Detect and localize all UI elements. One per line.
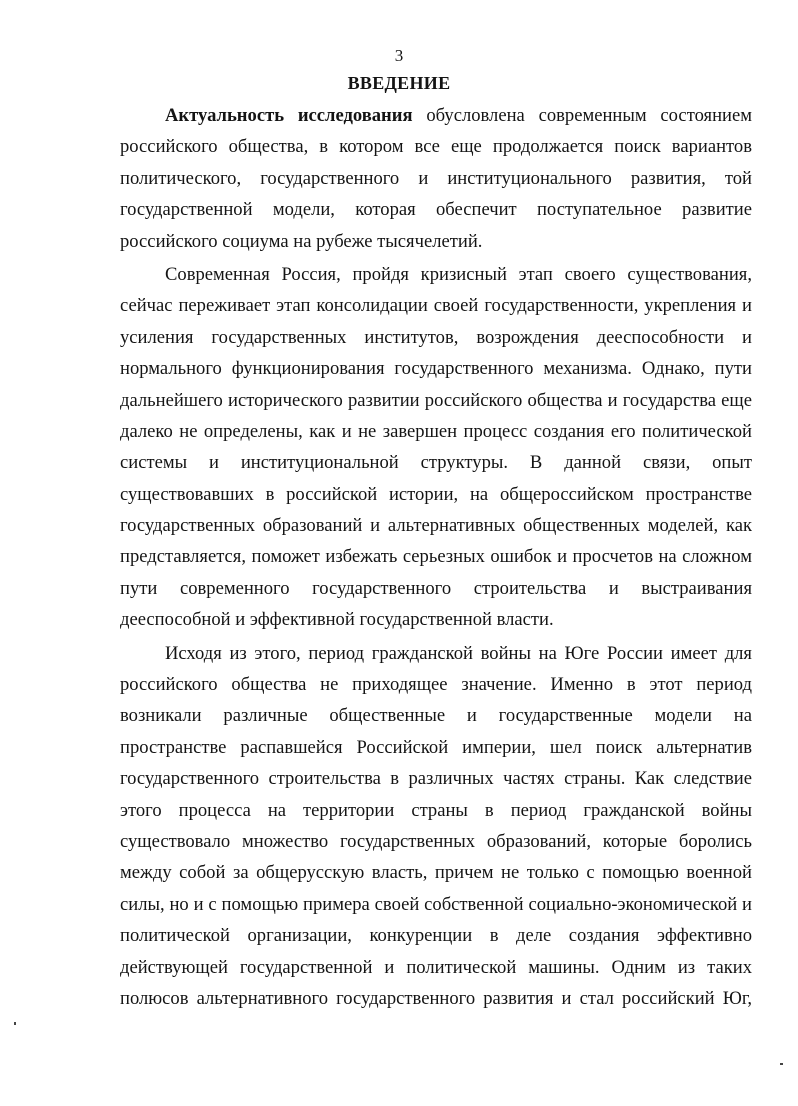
paragraph-line: Исходя из этого, период гражданской войны на Юге России имеет для: [165, 642, 752, 664]
paragraph-1: [120, 100, 752, 257]
paragraph-line: усиления государственных институтов, возрождения дееспособности и: [120, 326, 752, 348]
paragraph-line: [120, 100, 752, 131]
paragraph-2: [120, 259, 752, 636]
paragraph-line: государственного строительства в различных частях страны. Как следствие: [120, 768, 752, 790]
paragraph-line: нормального функционирования государственного механизма. Однако, пути: [120, 358, 752, 380]
lead-continuation: обусловлена современным состоянием: [426, 105, 752, 126]
paragraph-line: между собой за общерусскую власть, причем не только с помощью военной: [120, 862, 752, 884]
scan-speck: [780, 1063, 783, 1065]
paragraph-line: государственных образований и альтернативных общественных моделей, как: [120, 515, 752, 537]
paragraph-line: сейчас переживает этап консолидации своей государственности, укрепления и: [120, 295, 752, 317]
paragraph-line: политической организации, конкуренции в деле создания эффективно: [120, 925, 752, 947]
paragraph-line: возникали различные общественные и государственные модели на: [120, 705, 752, 727]
paragraph-line: полюсов альтернативного государственного развития и стал российский Юг,: [120, 987, 752, 1009]
paragraph-line: силы, но и с помощью примера своей собственной социально-экономической и: [120, 893, 752, 915]
paragraph-line: далеко не определены, как и не завершен процесс создания его политической: [120, 420, 752, 442]
paragraph-line: пространстве распавшейся Российской империи, шел поиск альтернатив: [120, 736, 752, 758]
paragraph-line: представляется, поможет избежать серьезных ошибок и просчетов на сложном: [120, 546, 752, 568]
paragraph-line: политического, государственного и институционального развития, той: [120, 167, 752, 189]
paragraph-line: этого процесса на территории страны в период гражданской войны: [120, 799, 752, 821]
paragraph-line: пути современного государственного строительства и выстраивания: [120, 577, 752, 599]
paragraph-line: российского общества не приходящее значение. Именно в этот период: [120, 674, 752, 696]
lead-phrase: Актуальность исследования: [165, 105, 413, 126]
paragraph-line: системы и институциональной структуры. В данной связи, опыт: [120, 452, 752, 474]
paragraph-line: действующей государственной и политической машины. Одним из таких: [120, 956, 752, 978]
paragraph-line: российского социума на рубеже тысячелетий.: [120, 230, 483, 252]
paragraph-3: [120, 638, 752, 1015]
paragraph-line: государственной модели, которая обеспечит поступательное развитие: [120, 199, 752, 221]
scan-speck: [14, 1022, 16, 1025]
paragraph-line: существовавших в российской истории, на общероссийском пространстве: [120, 483, 752, 505]
section-title: ВВЕДЕНИЕ: [347, 73, 451, 93]
body-text: [120, 100, 752, 1014]
paragraph-line: дееспособной и эффективной государственной власти.: [120, 609, 554, 631]
paragraph-line: Современная Россия, пройдя кризисный этап своего существования,: [165, 263, 752, 285]
paragraph-line: существовало множество государственных образований, которые боролись: [120, 830, 752, 852]
page-number: 3: [394, 46, 404, 65]
paragraph-line: дальнейшего исторического развитии российского общества и государства еще: [120, 389, 752, 411]
paragraph-line: российского общества, в котором все еще продолжается поиск вариантов: [120, 136, 752, 158]
